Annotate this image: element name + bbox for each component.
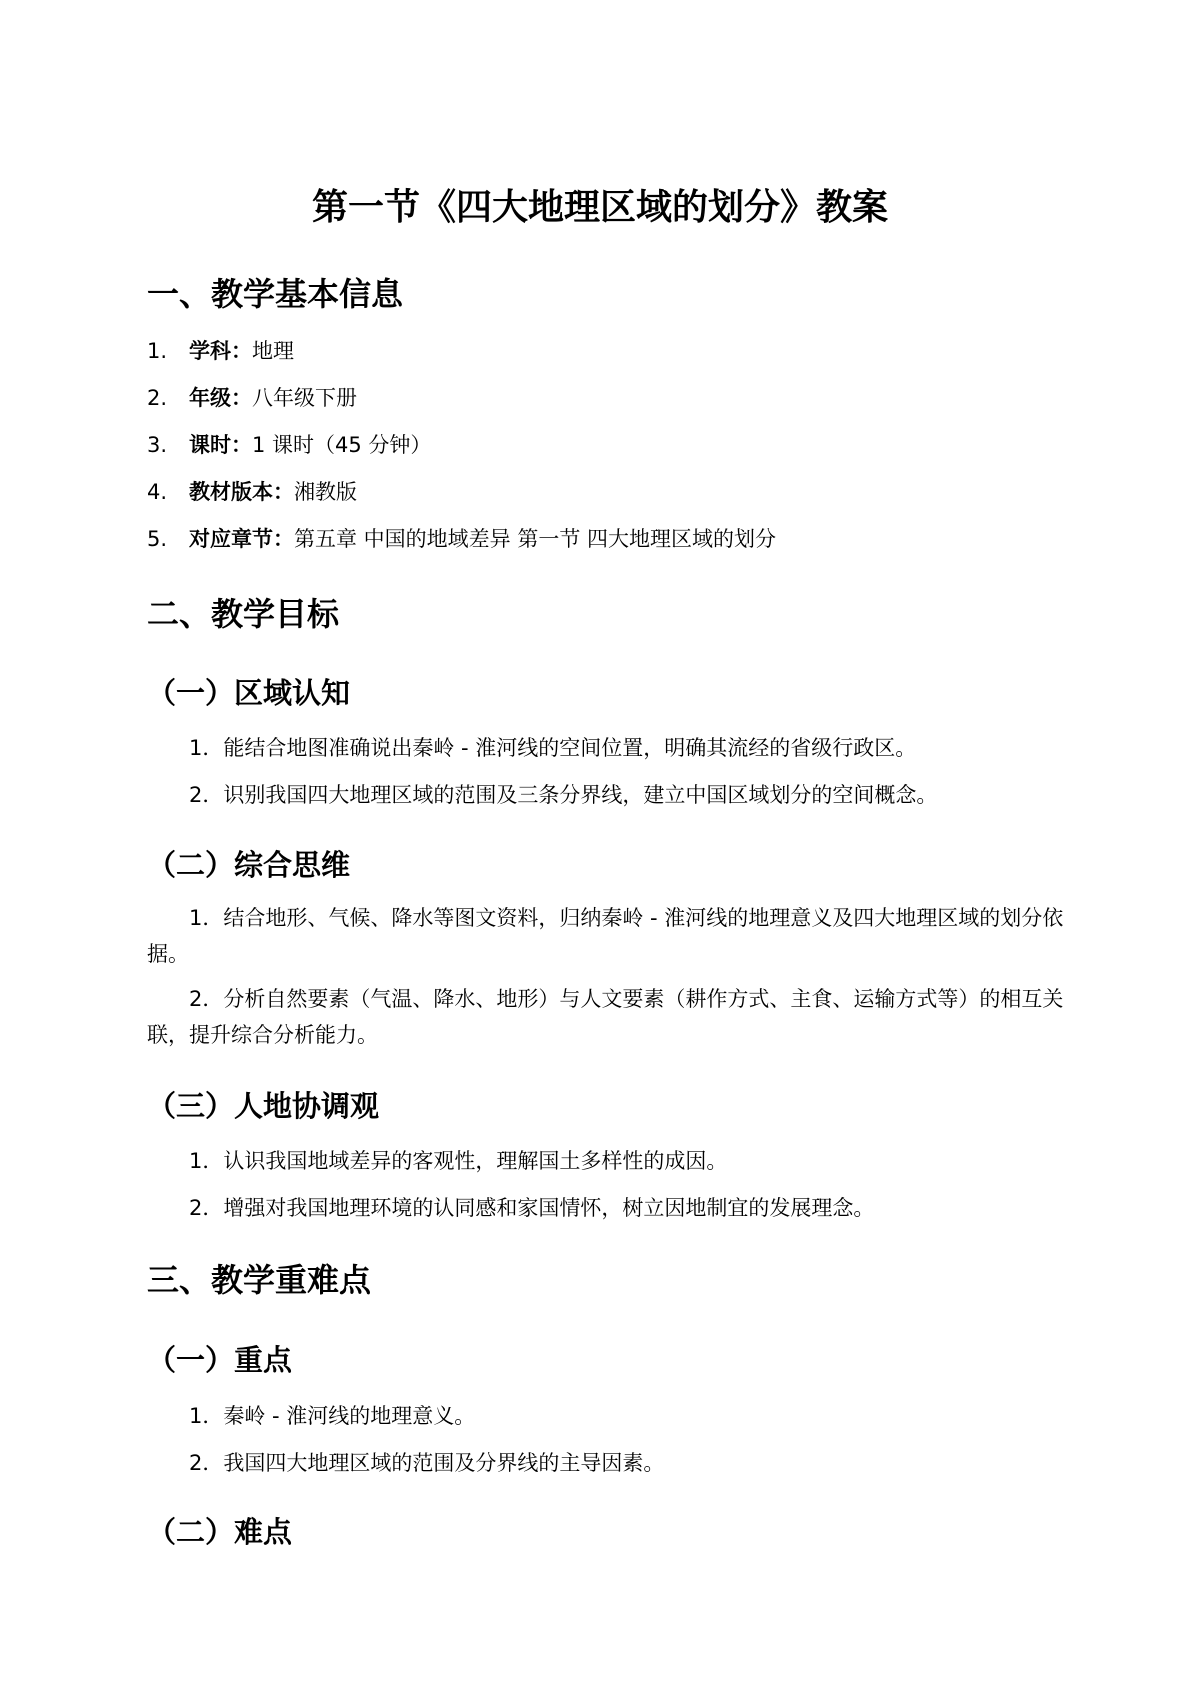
key-point-paragraph: 2．我国四大地理区域的范围及分界线的主导因素。 (189, 1451, 665, 1475)
objective-paragraph: 2．增强对我国地理环境的认同感和家国情怀，树立因地制宜的发展理念。 (189, 1196, 875, 1220)
info-item-subject (147, 336, 294, 366)
item-value: 1 课时（45 分钟） (252, 433, 432, 457)
item-label: 年级： (189, 386, 252, 410)
section-heading-objectives: 二、教学目标 (147, 595, 340, 633)
section-heading-basic-info: 一、教学基本信息 (147, 275, 404, 313)
item-value: 地理 (252, 339, 294, 363)
objective-paragraph: 1．能结合地图准确说出秦岭 - 淮河线的空间位置，明确其流经的省级行政区。 (189, 736, 917, 760)
info-item-periods (147, 430, 431, 460)
item-label: 学科： (189, 339, 252, 363)
section-heading-key-points: 三、教学重难点 (147, 1261, 372, 1299)
item-value: 八年级下册 (252, 386, 357, 410)
item-label: 课时： (189, 433, 252, 457)
info-item-edition (147, 477, 357, 507)
info-item-grade (147, 383, 357, 413)
key-point-paragraph: 1．秦岭 - 淮河线的地理意义。 (189, 1404, 476, 1428)
item-number: 2. (147, 386, 168, 410)
item-number: 5. (147, 527, 168, 551)
item-value: 第五章 中国的地域差异 第一节 四大地理区域的划分 (294, 527, 777, 551)
subheading-difficult-points: （二）难点 (147, 1515, 293, 1549)
info-item-chapter (147, 524, 776, 554)
item-number: 1. (147, 339, 168, 363)
subheading-integrated-thinking: （二）综合思维 (147, 848, 351, 882)
objective-paragraph: 2．分析自然要素（气温、降水、地形）与人文要素（耕作方式、主食、运输方式等）的相互关联，提升综合分析能力。 (147, 987, 1064, 1047)
item-value: 湘教版 (294, 480, 357, 504)
objective-paragraph: 1．认识我国地域差异的客观性，理解国土多样性的成因。 (189, 1149, 728, 1173)
item-label: 教材版本： (189, 480, 294, 504)
subheading-regional-cognition: （一）区域认知 (147, 676, 351, 710)
objective-paragraph: 2．识别我国四大地理区域的范围及三条分界线，建立中国区域划分的空间概念。 (189, 783, 938, 807)
item-label: 对应章节： (189, 527, 294, 551)
item-number: 4. (147, 480, 168, 504)
subheading-key-points: （一）重点 (147, 1343, 293, 1377)
page-title: 第一节《四大地理区域的划分》教案 (311, 187, 888, 228)
item-number: 3. (147, 433, 168, 457)
objective-paragraph: 1．结合地形、气候、降水等图文资料，归纳秦岭 - 淮河线的地理意义及四大地理区域的划分依据。 (147, 906, 1064, 966)
subheading-human-land: （三）人地协调观 (147, 1089, 380, 1123)
